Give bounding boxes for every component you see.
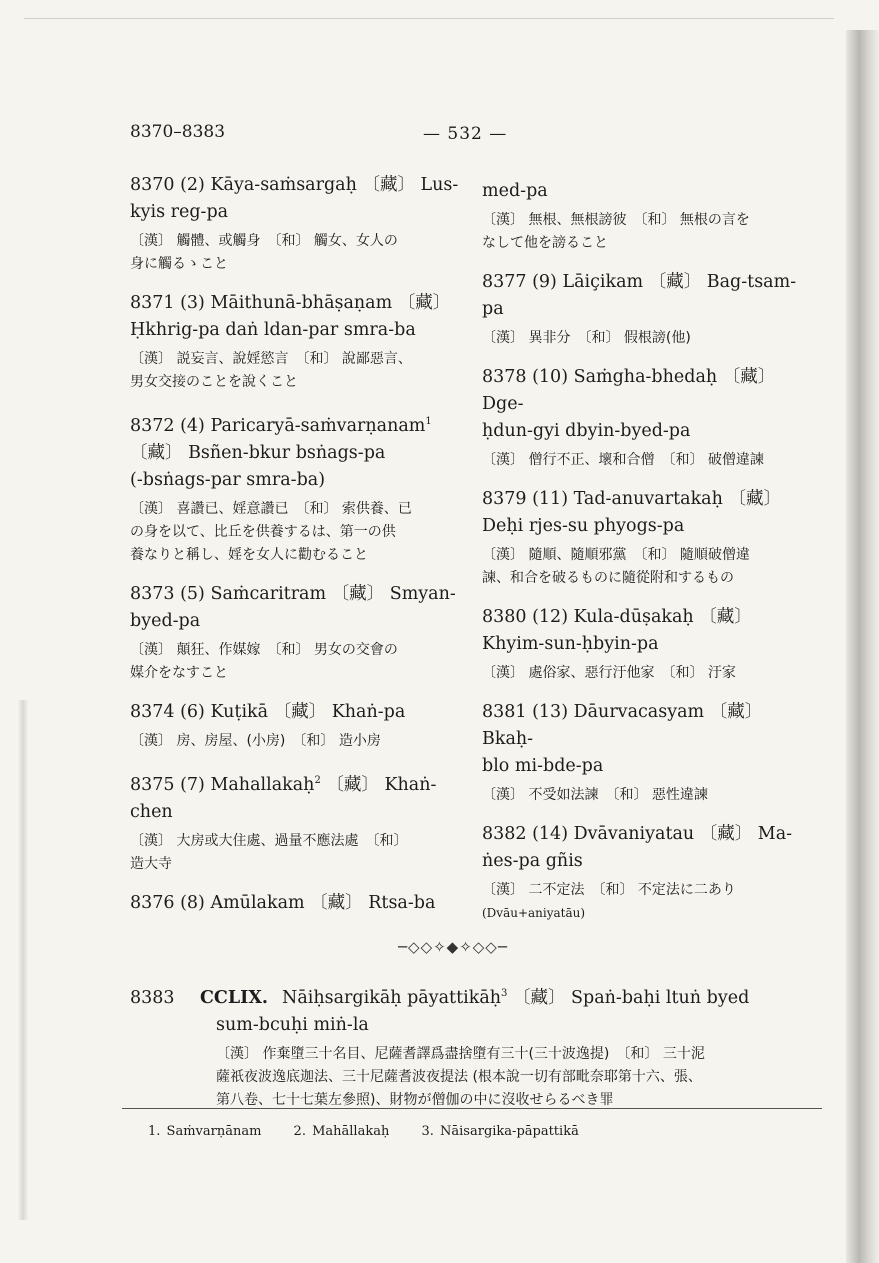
gloss-line: 〔漢〕 喜讚已、婬意讚已 〔和〕 索供養、已 bbox=[130, 500, 412, 517]
entry-head bbox=[130, 980, 820, 1012]
dictionary-entry bbox=[482, 821, 818, 925]
left-column bbox=[130, 172, 462, 931]
dictionary-entry bbox=[130, 408, 462, 567]
entry-continuation: sum-bcuḥi miṅ-la bbox=[216, 1014, 369, 1035]
footnote-mark: 3 bbox=[501, 988, 508, 999]
entry-gloss bbox=[130, 730, 462, 753]
entry-head bbox=[482, 699, 818, 753]
entry-head bbox=[482, 178, 818, 205]
dictionary-entry bbox=[482, 178, 818, 255]
gloss-line: 〔漢〕 顛狂、作媒嫁 〔和〕 男女の交會の bbox=[130, 641, 398, 658]
gloss-line: 諫、和合を破るものに隨從附和するもの bbox=[482, 570, 734, 586]
entry-continuation: chen bbox=[130, 801, 173, 822]
entry-head bbox=[130, 581, 462, 608]
entry-head bbox=[482, 486, 818, 513]
entry-gloss bbox=[482, 784, 818, 807]
page-number: — 532 — bbox=[423, 124, 508, 144]
gloss-line: 第八卷、七十七葉左參照)、財物が僧伽の中に沒收せらるべき罪 bbox=[216, 1091, 614, 1108]
entry-gloss bbox=[482, 449, 818, 472]
dictionary-entry bbox=[130, 890, 462, 917]
entry-head bbox=[130, 767, 462, 799]
gloss-line: 造大寺 bbox=[130, 855, 172, 872]
entry-gloss bbox=[482, 209, 818, 255]
page-edge-shadow bbox=[846, 30, 879, 1263]
entry-tibetan: 〔藏〕 Spaṅ-baḥi ltuṅ byed bbox=[507, 987, 750, 1008]
entry-continuation: (-bsṅags-par smra-ba) bbox=[130, 469, 326, 490]
dictionary-entry bbox=[130, 699, 462, 753]
gloss-line: 薩祇夜波逸底迦法、三十尼薩耆波夜提法 (根本說一切有部毗奈耶第十六、張、 bbox=[216, 1068, 702, 1085]
entry-term: 8379 (11) Tad-anuvartakaḥ 〔藏〕 bbox=[482, 489, 781, 509]
footnote: 3. Nāisargika-pāpattikā bbox=[421, 1124, 579, 1139]
entry-term: 8380 (12) Kula-dūṣakaḥ 〔藏〕 bbox=[482, 607, 752, 627]
entry-gloss bbox=[130, 348, 462, 394]
footnote: 2. Mahāllakaḥ bbox=[293, 1124, 390, 1139]
entry-note: (Dvāu+aniyatāu) bbox=[482, 906, 586, 920]
gloss-line: 〔漢〕 僧行不正、壞和合僧 〔和〕 破僧違諫 bbox=[482, 452, 764, 468]
dictionary-entry bbox=[482, 486, 818, 590]
entry-term: 8372 (4) Paricaryā-saṁvarṇanam bbox=[130, 415, 426, 436]
entry-head bbox=[130, 890, 462, 917]
entry-continuation: Khyim-sun-ḥbyin-pa bbox=[482, 634, 659, 654]
entry-head bbox=[130, 408, 462, 440]
entry-gloss bbox=[130, 498, 462, 567]
dictionary-entry bbox=[130, 172, 462, 276]
footnotes bbox=[148, 1124, 605, 1139]
gloss-line: 〔漢〕 説妄言、說婬慾言 〔和〕 說鄙惡言、 bbox=[130, 351, 412, 367]
entry-continuation: Deḥi rjes-su phyogs-pa bbox=[482, 516, 685, 536]
entry-term: 8374 (6) Kuṭikā 〔藏〕 Khaṅ-pa bbox=[130, 701, 406, 722]
dictionary-entry bbox=[482, 269, 818, 350]
entry-gloss bbox=[482, 327, 818, 350]
gloss-line: 〔漢〕 房、房屋、(小房) 〔和〕 造小房 bbox=[130, 732, 381, 749]
entry-term: 8370 (2) Kāya-saṁsargaḥ 〔藏〕 Lus- bbox=[130, 175, 459, 195]
entry-range: 8370–8383 bbox=[130, 122, 226, 142]
gloss-line: 〔漢〕 無根、無根謗彼 〔和〕 無根の言を bbox=[482, 212, 750, 228]
gloss-line: 〔漢〕 作棄墮三十名目、尼薩耆譯爲盡捨墮有三十(三十波逸提) 〔和〕 三十泥 bbox=[216, 1045, 705, 1062]
entry-gloss bbox=[482, 662, 818, 685]
gloss-line: 養なりと稱し、婬を女人に勸むること bbox=[130, 546, 368, 563]
entry-head bbox=[482, 364, 818, 418]
footnote: 1. Saṁvarṇānam bbox=[148, 1124, 262, 1139]
gloss-line: 〔漢〕 大房或大住處、過量不應法處 〔和〕 bbox=[130, 832, 408, 849]
entry-number: 8383 bbox=[130, 987, 175, 1008]
dictionary-entry bbox=[482, 604, 818, 685]
entry-continuation: blo mi-bde-pa bbox=[482, 756, 604, 776]
entry-head bbox=[130, 290, 462, 317]
entry-term: 8371 (3) Māithunā-bhāṣaṇam 〔藏〕 bbox=[130, 293, 451, 313]
section-ornament: ─◇◇✧◆✧◇◇─ bbox=[398, 938, 508, 956]
entry-term: 8382 (14) Dvāvaniyatau 〔藏〕 Ma- bbox=[482, 824, 793, 844]
entry-continuation: 〔藏〕 Bsñen-bkur bsṅags-pa bbox=[130, 442, 386, 463]
entry-term: 8375 (7) Mahallakaḥ bbox=[130, 774, 315, 795]
entry-gloss bbox=[482, 879, 818, 925]
gloss-line: 〔漢〕 不受如法諫 〔和〕 惡性違諫 bbox=[482, 787, 708, 803]
top-border bbox=[24, 18, 834, 19]
entry-gloss bbox=[130, 830, 462, 876]
gloss-line: 男女交接のことを說くこと bbox=[130, 374, 298, 390]
entry-term: 8376 (8) Amūlakam 〔藏〕 Rtsa-ba bbox=[130, 892, 436, 913]
entry-gloss bbox=[482, 544, 818, 590]
entry-continuation: ṅes-pa gñis bbox=[482, 851, 583, 871]
entry-term: med-pa bbox=[482, 181, 548, 201]
entry-head bbox=[482, 821, 818, 848]
dictionary-entry bbox=[130, 290, 462, 394]
footnote-mark: 2 bbox=[314, 774, 321, 786]
roman-numeral: CCLIX. bbox=[200, 987, 269, 1008]
entry-term: 8378 (10) Saṁgha-bhedaḥ 〔藏〕 Dge- bbox=[482, 367, 776, 414]
entry-term: Nāiḥsargikāḥ pāyattikāḥ bbox=[282, 987, 502, 1008]
gloss-line: 身に觸るゝこと bbox=[130, 256, 228, 272]
entry-head bbox=[130, 699, 462, 726]
entry-term: 8381 (13) Dāurvacasyam 〔藏〕 Bkaḥ- bbox=[482, 702, 763, 749]
gloss-line: 〔漢〕 觸體、或觸身 〔和〕 觸女、女人の bbox=[130, 233, 398, 249]
gloss-line: 〔漢〕 隨順、隨順邪黨 〔和〕 隨順破僧違 bbox=[482, 547, 750, 563]
entry-head bbox=[482, 604, 818, 631]
entry-head bbox=[130, 172, 462, 199]
entry-continuation: Ḥkhrig-pa daṅ ldan-par smra-ba bbox=[130, 320, 416, 340]
entry-8383 bbox=[130, 980, 820, 1112]
entry-term: 8377 (9) Lāiçikam 〔藏〕 Bag-tsam- bbox=[482, 272, 797, 292]
gloss-line: 〔漢〕 二不定法 〔和〕 不定法に二あり bbox=[482, 882, 736, 898]
entry-continuation: ḥdun-gyi dbyin-byed-pa bbox=[482, 421, 691, 441]
dictionary-entry bbox=[130, 767, 462, 876]
entry-gloss bbox=[130, 230, 462, 276]
gloss-line: の身を以て、比丘を供養するは、第一の供 bbox=[130, 523, 396, 540]
right-column bbox=[482, 178, 818, 939]
dictionary-entry bbox=[482, 699, 818, 807]
gloss-line: 〔漢〕 異非分 〔和〕 假根謗(他) bbox=[482, 330, 691, 346]
dictionary-entry bbox=[482, 364, 818, 472]
entry-continuation: byed-pa bbox=[130, 610, 201, 631]
entry-head bbox=[482, 269, 818, 296]
gloss-line: 媒介をなすこと bbox=[130, 664, 228, 681]
gutter-shadow bbox=[18, 700, 28, 1220]
entry-gloss bbox=[130, 639, 462, 685]
entry-continuation: pa bbox=[482, 299, 504, 319]
entry-gloss bbox=[130, 1043, 820, 1112]
entry-tibetan: 〔藏〕 Khaṅ- bbox=[320, 774, 437, 795]
footnote-mark: 1 bbox=[425, 416, 432, 427]
entry-continuation: kyis reg-pa bbox=[130, 202, 229, 222]
entry-term: 8373 (5) Saṁcaritram 〔藏〕 Smyan- bbox=[130, 583, 456, 604]
footnote-rule bbox=[122, 1108, 822, 1109]
gloss-line: 〔漢〕 處俗家、惡行汙他家 〔和〕 汙家 bbox=[482, 665, 736, 681]
gloss-line: なして他を謗ること bbox=[482, 235, 608, 251]
dictionary-entry bbox=[130, 581, 462, 685]
